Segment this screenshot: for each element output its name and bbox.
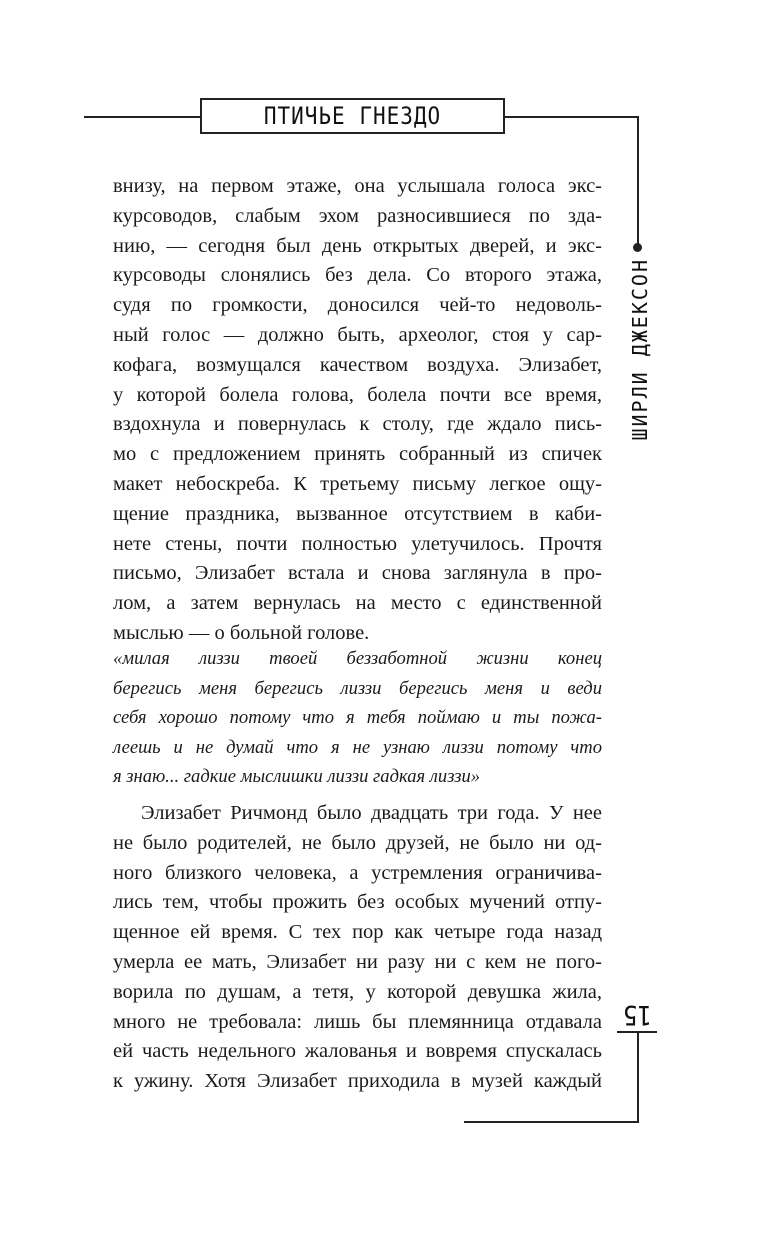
quote-line: себя хорошо потому что я тебя поймаю и ты пожа-: [113, 707, 602, 729]
footer-rule-vertical: [637, 1031, 639, 1123]
quote-line: леешь и не думай что я не узнаю лиззи потому что: [113, 736, 602, 758]
page-number: 15: [622, 999, 652, 1031]
text-line: внизу, на первом этаже, она услышала голоса экс-: [113, 175, 602, 197]
text-line: умерла ее мать, Элизабет ни разу ни с кем не пого-: [113, 950, 602, 973]
author-sidebar: [620, 258, 660, 441]
author-name: ШИРЛИ ДЖЕКСОН: [628, 258, 652, 441]
text-line: лом, а затем вернулась на место с единственной: [113, 592, 602, 615]
text-line: лись тем, чтобы прожить без особых мучений отпу-: [113, 891, 602, 914]
text-line: нию, — сегодня был день открытых дверей, и экс-: [113, 234, 602, 257]
text-line: ного близкого человека, а устремления ограничива-: [113, 861, 602, 884]
text-line: к ужину. Хотя Элизабет приходила в музей каждый: [113, 1070, 602, 1093]
header-rule-left: [84, 116, 200, 118]
footer-rule-bottom: [464, 1121, 639, 1123]
quote-line: «милая лиззи твоей беззаботной жизни конец: [113, 648, 602, 669]
quote-line: я знаю... гадкие мыслишки лиззи гадкая лиззи»: [113, 766, 481, 788]
text-line: Элизабет Ричмонд было двадцать три года. У нее: [141, 802, 602, 824]
text-line: мо с предложением принять собранный из спичек: [113, 443, 602, 466]
text-line: курсоводов, слабым эхом разносившиеся по зда-: [113, 204, 602, 227]
running-header-box: [200, 98, 505, 134]
text-line: письмо, Элизабет встала и снова заглянула в про-: [113, 562, 602, 585]
text-line: судя по громкости, доносился чей-то недоволь-: [113, 294, 602, 317]
text-line: нете стены, почти полностью улетучилось. Прочтя: [113, 532, 602, 555]
text-line: мыслью — о больной голове.: [113, 621, 370, 644]
text-line: кофага, возмущался качеством воздуха. Элизабет,: [113, 353, 602, 376]
text-line: щенное ей время. С тех пор как четыре года назад: [113, 921, 602, 944]
text-line: макет небоскреба. К третьему письму легкое ощу-: [113, 472, 602, 495]
text-line: курсоводы слонялись без дела. Со второго этажа,: [113, 264, 602, 287]
bullet-dot: [633, 243, 642, 252]
text-line: вздохнула и повернулась к столу, где ждало пись-: [113, 413, 602, 436]
text-line: не было родителей, не было друзей, не было ни од-: [113, 831, 602, 854]
text-line: ворила по душам, а тетя, у которой девушка жила,: [113, 980, 602, 1003]
header-rule-vertical: [637, 116, 639, 247]
book-title: ПТИЧЬЕ ГНЕЗДО: [263, 102, 442, 130]
letter-quote: [113, 644, 602, 792]
page-number-box: [617, 1000, 657, 1030]
header-rule-right: [505, 116, 638, 118]
text-line: ный голос — должно быть, археолог, стоя у сар-: [113, 323, 602, 346]
text-line: щение праздника, вызванное отсутствием в каби-: [113, 502, 602, 525]
paragraph-2: [113, 799, 602, 1097]
paragraph-1: [113, 172, 602, 649]
text-line: ей часть недельного жалованья и вовремя спускалась: [113, 1040, 602, 1063]
text-line: у которой болела голова, болела почти все время,: [113, 383, 602, 406]
text-line: много не требовала: лишь бы племянница отдавала: [113, 1010, 602, 1033]
quote-line: берегись меня берегись лиззи берегись меня и веди: [113, 677, 602, 699]
